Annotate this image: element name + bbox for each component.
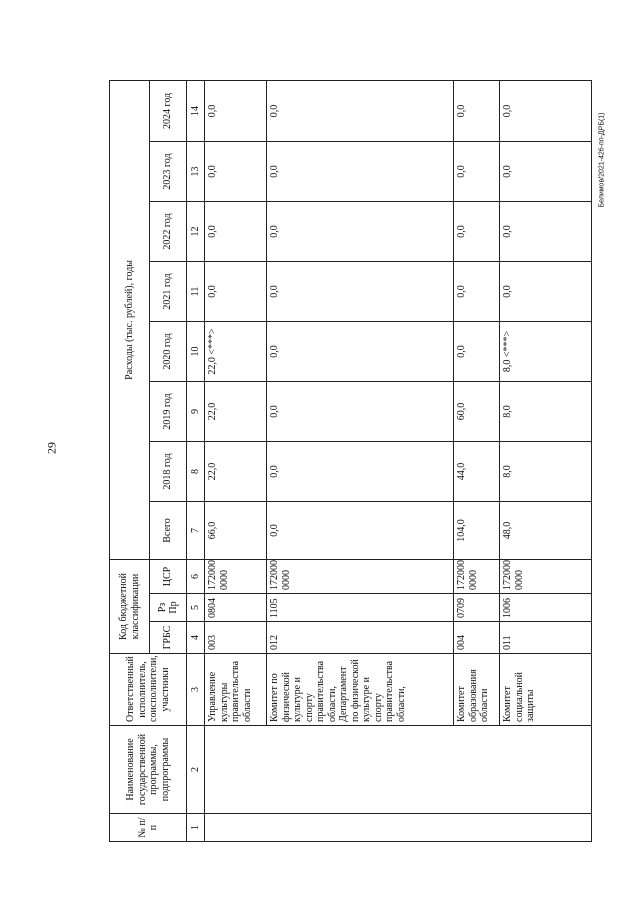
cell-year: 0,0: [500, 261, 592, 321]
cell-year: 0,0: [205, 141, 267, 201]
cell-year: 0,0: [454, 201, 500, 261]
budget-table: [109, 80, 592, 842]
column-number: 13: [187, 141, 205, 201]
column-number: 2: [187, 726, 205, 814]
cell-responsible: Комитет образования области: [454, 654, 500, 726]
column-number: 6: [187, 559, 205, 593]
cell-rz: 0709: [454, 594, 500, 622]
cell-year: 0,0: [500, 201, 592, 261]
cell-csr: 172000 0000: [267, 559, 454, 593]
cell-total: 0,0: [267, 501, 454, 559]
cell-year: 0,0: [267, 141, 454, 201]
cell-year: 8,0: [500, 441, 592, 501]
cell-year: 0,0: [267, 321, 454, 381]
cell-total: 48,0: [500, 501, 592, 559]
header-year: 2021 год: [150, 261, 187, 321]
cell-year: 0,0: [267, 201, 454, 261]
cell-year: 0,0: [454, 321, 500, 381]
cell-year: 0,0: [205, 201, 267, 261]
cell-year: 0,0: [454, 141, 500, 201]
cell-year: 60,0: [454, 381, 500, 441]
cell-year: 22,0: [205, 381, 267, 441]
column-number: 3: [187, 654, 205, 726]
page-number: 29: [44, 442, 59, 454]
header-expenses: Расходы (тыс. рублей), годы: [110, 80, 150, 559]
cell-year: 0,0: [500, 80, 592, 141]
column-number: 9: [187, 381, 205, 441]
header-year: 2019 год: [150, 381, 187, 441]
cell-year: 0,0: [267, 441, 454, 501]
cell-name: [205, 726, 592, 814]
cell-year: 0,0: [267, 261, 454, 321]
cell-csr: 172000 0000: [500, 559, 592, 593]
cell-year: 0,0: [205, 80, 267, 141]
column-number: 12: [187, 201, 205, 261]
cell-year: 0,0: [500, 141, 592, 201]
header-year: 2022 год: [150, 201, 187, 261]
header-year: 2020 год: [150, 321, 187, 381]
cell-year: 44,0: [454, 441, 500, 501]
cell-responsible: Управление культуры правительства области: [205, 654, 267, 726]
cell-year: 0,0: [267, 80, 454, 141]
cell-rz: 1105: [267, 594, 454, 622]
cell-responsible: Комитет социальной защиты: [500, 654, 592, 726]
cell-year: 22,0: [205, 441, 267, 501]
header-responsible: Ответственный исполнитель, соисполнители, участники: [110, 654, 187, 726]
cell-year: 0,0: [454, 261, 500, 321]
column-number: 5: [187, 594, 205, 622]
cell-year: 8,0: [500, 381, 592, 441]
cell-csr: 172000 0000: [454, 559, 500, 593]
cell-responsible: Комитет по физической культуре и спорту правительства области, Департамент по физической культуре и спорту правительства области,: [267, 654, 454, 726]
header-total: Всего: [150, 501, 187, 559]
header-year: 2024 год: [150, 80, 187, 141]
cell-grbs: 003: [205, 622, 267, 654]
cell-total: 104,0: [454, 501, 500, 559]
column-number: 1: [187, 814, 205, 842]
cell-rz: 1006: [500, 594, 592, 622]
document-code: Белимов/2021-426-пп-ДРБ(1): [598, 112, 606, 208]
column-number: 8: [187, 441, 205, 501]
cell-total: 66,0: [205, 501, 267, 559]
cell-year: 0,0: [205, 261, 267, 321]
header-year: 2023 год: [150, 141, 187, 201]
cell-year: 8,0 <***>: [500, 321, 592, 381]
cell-grbs: 004: [454, 622, 500, 654]
cell-year: 22,0 <***>: [205, 321, 267, 381]
header-budget-code: Код бюджетной классификации: [110, 559, 150, 653]
cell-rz: 0804: [205, 594, 267, 622]
rotated-table-container: [109, 81, 591, 842]
cell-grbs: 011: [500, 622, 592, 654]
cell-csr: 172000 0000: [205, 559, 267, 593]
cell-num: [205, 814, 592, 842]
header-year: 2018 год: [150, 441, 187, 501]
header-name: Наименование государственной программы, подпрограммы: [110, 726, 187, 814]
column-number: 11: [187, 261, 205, 321]
column-number: 4: [187, 622, 205, 654]
header-grbs: ГРБС: [150, 622, 187, 654]
column-number: 7: [187, 501, 205, 559]
cell-year: 0,0: [267, 381, 454, 441]
column-number: 10: [187, 321, 205, 381]
header-num: № п/п: [110, 814, 187, 842]
table-row: [205, 80, 267, 841]
header-rz-pr: Рз Пр: [150, 594, 187, 622]
cell-grbs: 012: [267, 622, 454, 654]
cell-year: 0,0: [454, 80, 500, 141]
header-csr: ЦСР: [150, 559, 187, 593]
column-number: 14: [187, 80, 205, 141]
